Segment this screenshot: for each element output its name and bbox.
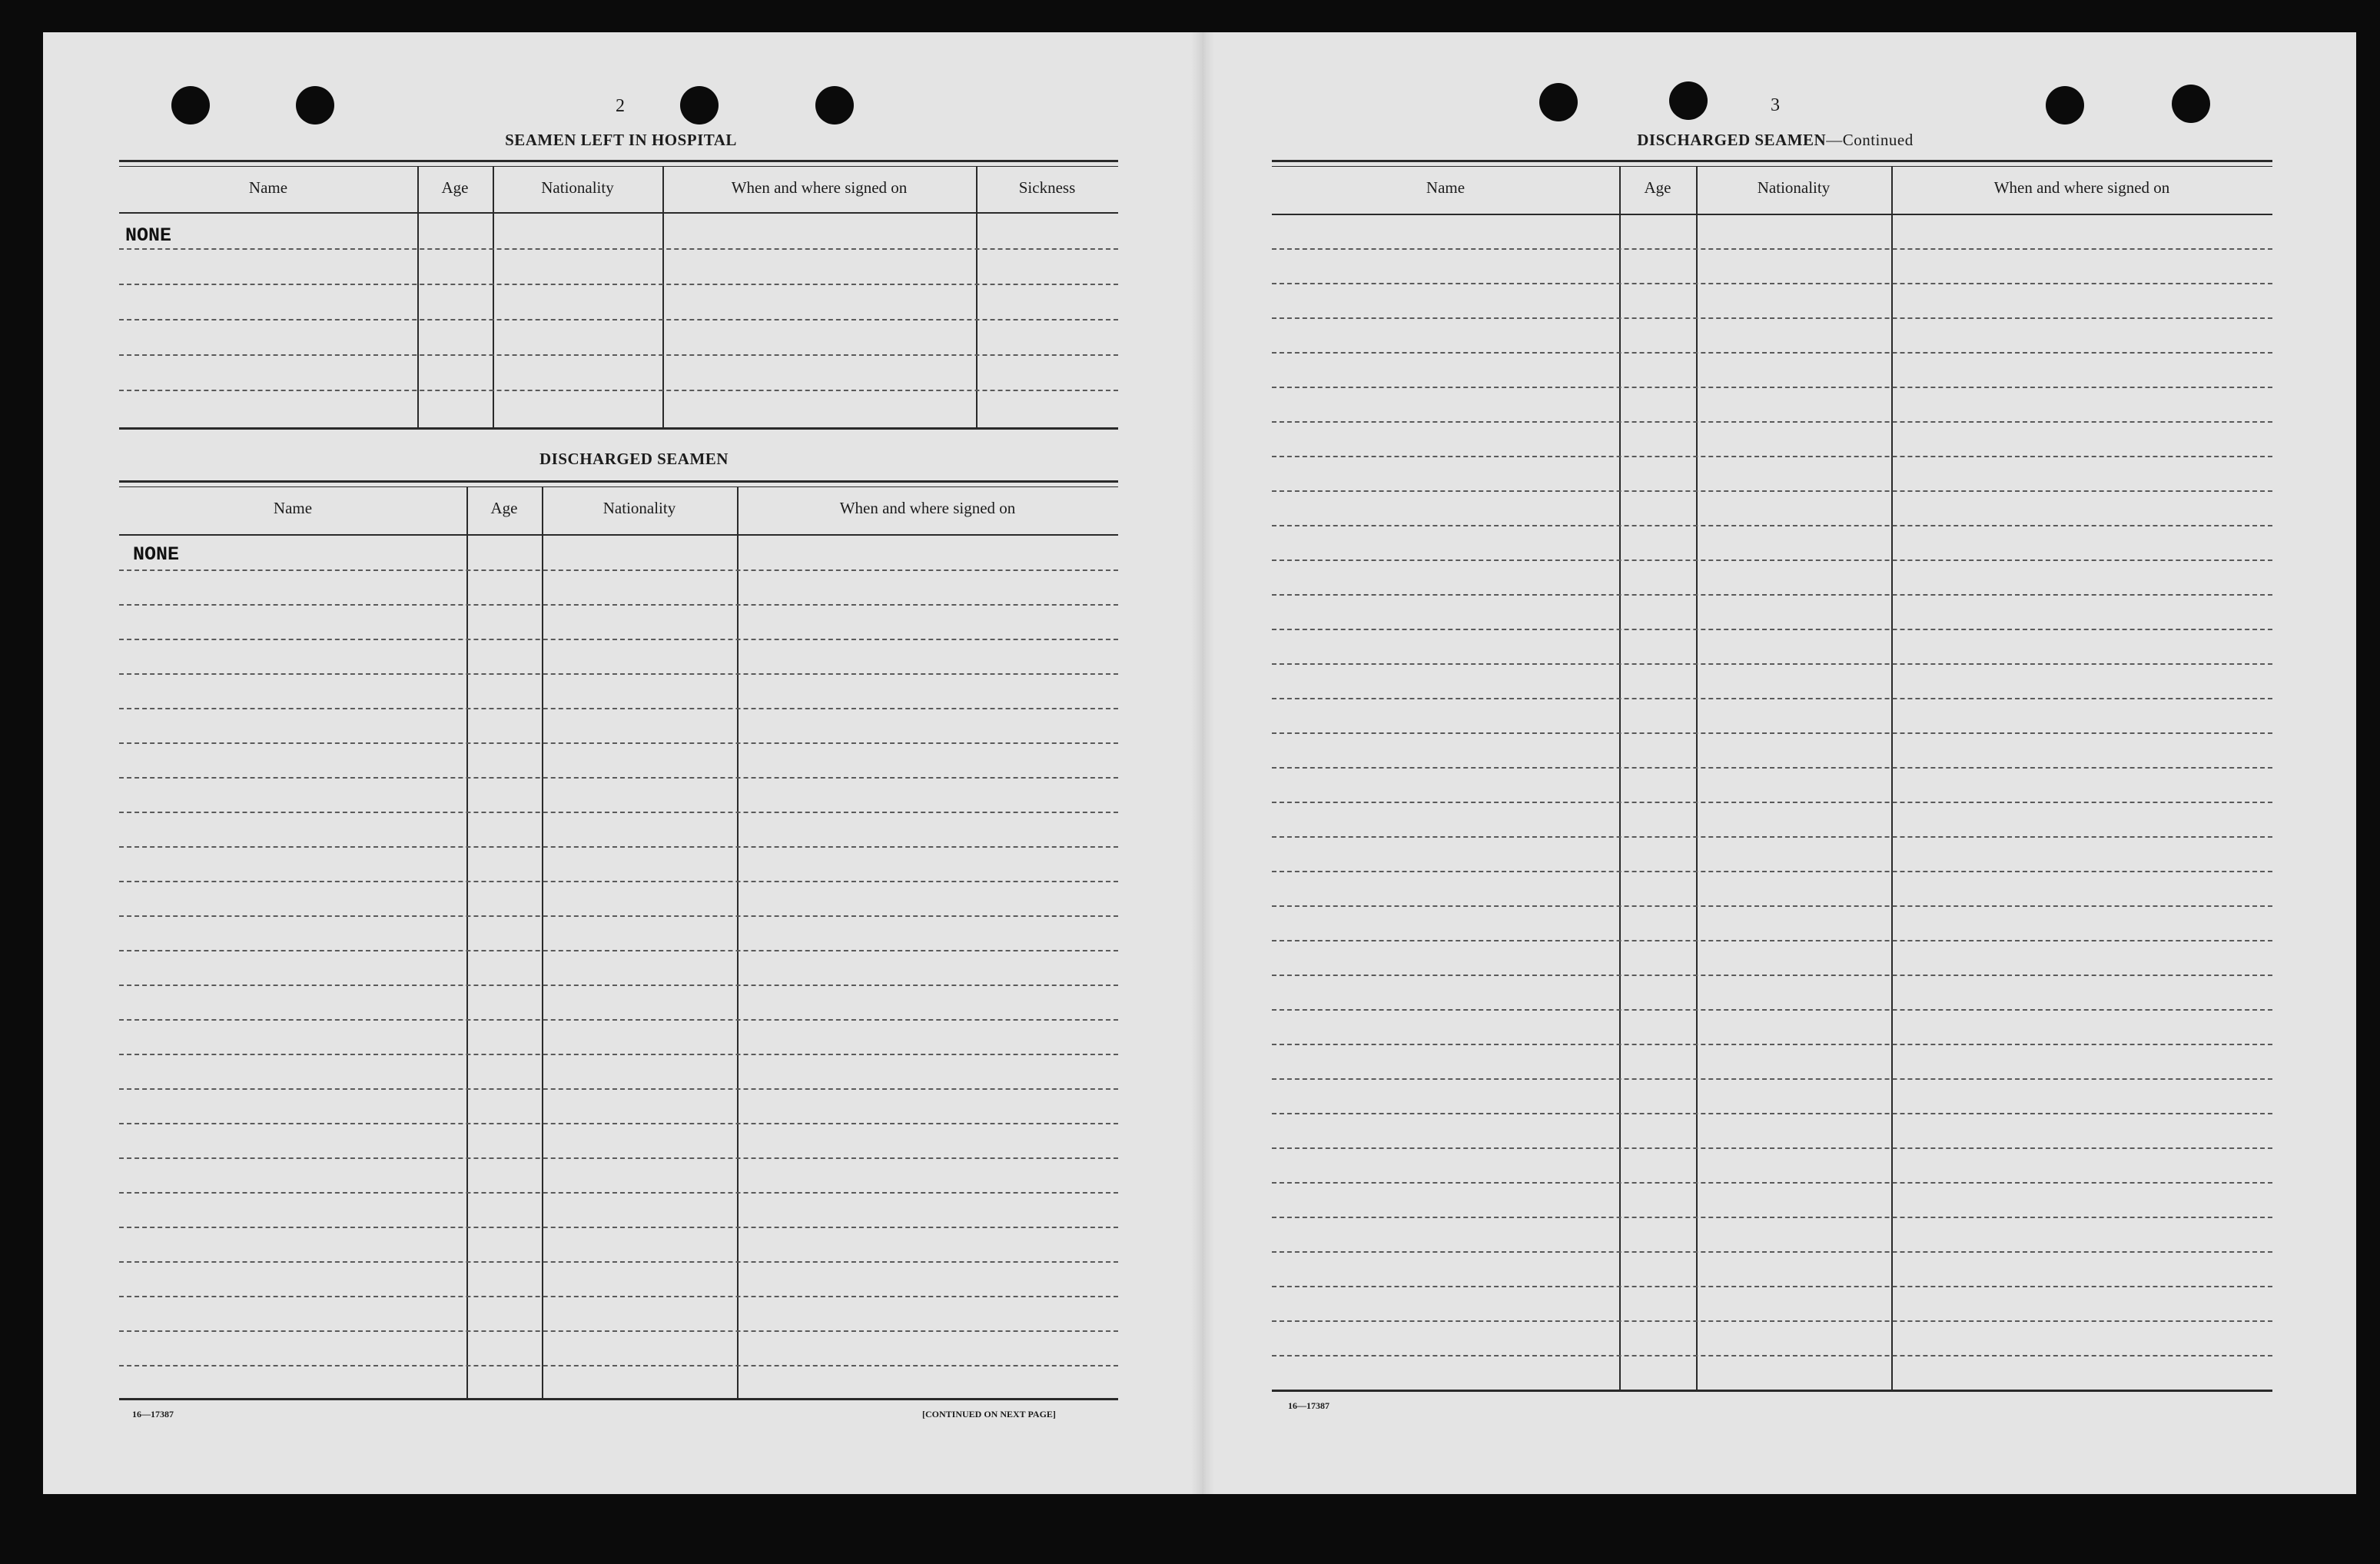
form-row-line — [1272, 1286, 2272, 1287]
form-row-line — [119, 742, 1118, 744]
form-row-line — [119, 1157, 1118, 1159]
punch-hole — [171, 86, 210, 125]
punch-hole — [1669, 81, 1708, 120]
form-row-line — [119, 950, 1118, 951]
form-row-line — [119, 604, 1118, 606]
form-row-line — [1272, 560, 2272, 561]
form-row-line — [1272, 1355, 2272, 1356]
form-row-line — [1272, 732, 2272, 734]
discharged-entry-name: NONE — [133, 543, 180, 566]
discharged-continued-title — [1568, 131, 1983, 150]
form-row-line — [1272, 1078, 2272, 1080]
form-row-line — [119, 1088, 1118, 1090]
form-row-line — [1272, 836, 2272, 838]
form-row-line — [1272, 1044, 2272, 1045]
form-row-line — [1272, 387, 2272, 388]
form-row-line — [1272, 1217, 2272, 1218]
form-row-line — [119, 881, 1118, 882]
form-row-line — [1272, 421, 2272, 423]
form-row-line — [119, 1365, 1118, 1366]
form-row-line — [119, 1227, 1118, 1228]
form-row-line — [119, 673, 1118, 675]
continued-note: [CONTINUED ON NEXT PAGE] — [922, 1409, 1056, 1420]
punch-hole — [296, 86, 334, 125]
column-header-signed-on: When and where signed on — [1993, 178, 2170, 197]
column-header-nationality: Nationality — [541, 178, 614, 197]
hospital-section-title: SEAMEN LEFT IN HOSPITAL — [505, 131, 737, 149]
column-header-age: Age — [1644, 178, 1671, 197]
form-row-line — [1272, 317, 2272, 319]
form-row-line — [119, 846, 1118, 848]
form-row-line — [1272, 975, 2272, 976]
form-row-line — [119, 569, 1118, 571]
form-row-line — [119, 708, 1118, 709]
form-row-line — [119, 1054, 1118, 1055]
hospital-table — [119, 160, 1118, 430]
form-row-line — [119, 1123, 1118, 1124]
column-header-nationality: Nationality — [1757, 178, 1831, 197]
punch-hole — [1539, 83, 1578, 121]
form-row-line — [119, 1330, 1118, 1332]
page-number: 2 — [616, 96, 625, 116]
form-row-line — [1272, 283, 2272, 284]
form-row-line — [1272, 525, 2272, 526]
hospital-entry-name: NONE — [125, 224, 172, 247]
column-header-name: Name — [1426, 178, 1466, 197]
form-row-line — [1272, 1009, 2272, 1011]
punch-hole — [2172, 85, 2210, 123]
form-row-line — [1272, 1182, 2272, 1184]
form-row-line — [119, 639, 1118, 640]
form-row-line — [1272, 940, 2272, 941]
form-code: 16—17387 — [1288, 1400, 1329, 1411]
form-row-line — [1272, 1147, 2272, 1149]
title-suffix: —Continued — [1826, 131, 1914, 149]
form-row-line — [119, 1192, 1118, 1194]
form-row-line — [119, 1296, 1118, 1297]
form-row-line — [119, 777, 1118, 779]
form-row-line — [1272, 905, 2272, 907]
discharged-section-title: DISCHARGED SEAMEN — [539, 450, 729, 468]
form-row-line — [1272, 802, 2272, 803]
column-header-name: Name — [248, 178, 288, 197]
form-row-line — [1272, 629, 2272, 630]
title-main: DISCHARGED SEAMEN — [1637, 131, 1827, 149]
column-header-nationality: Nationality — [602, 499, 676, 517]
form-row-line — [1272, 352, 2272, 354]
form-row-line — [1272, 1113, 2272, 1114]
form-row-line — [119, 1261, 1118, 1263]
column-header-sickness: Sickness — [1018, 178, 1076, 197]
column-header-signed-on: When and where signed on — [731, 178, 908, 197]
form-row-line — [1272, 248, 2272, 250]
form-row-line — [1272, 594, 2272, 596]
page-number: 3 — [1771, 95, 1780, 115]
form-row-line — [1272, 456, 2272, 457]
punch-hole — [2046, 86, 2084, 125]
form-code: 16—17387 — [132, 1409, 174, 1420]
form-row-line — [1272, 767, 2272, 769]
form-row-line — [119, 985, 1118, 986]
column-header-age: Age — [490, 499, 518, 517]
page-fold — [1191, 32, 1214, 1494]
form-row-line — [1272, 871, 2272, 872]
column-header-name: Name — [273, 499, 313, 517]
form-row-line — [1272, 490, 2272, 492]
punch-hole — [680, 86, 719, 125]
form-row-line — [119, 915, 1118, 917]
form-row-line — [1272, 698, 2272, 699]
punch-hole — [815, 86, 854, 125]
column-header-age: Age — [441, 178, 469, 197]
form-row-line — [1272, 663, 2272, 665]
form-row-line — [119, 812, 1118, 813]
discharged-table-left — [119, 480, 1118, 1403]
discharged-table-right — [1272, 160, 2272, 1397]
form-row-line — [1272, 1320, 2272, 1322]
form-row-line — [1272, 1251, 2272, 1253]
column-header-signed-on: When and where signed on — [839, 499, 1016, 517]
form-row-line — [119, 1019, 1118, 1021]
